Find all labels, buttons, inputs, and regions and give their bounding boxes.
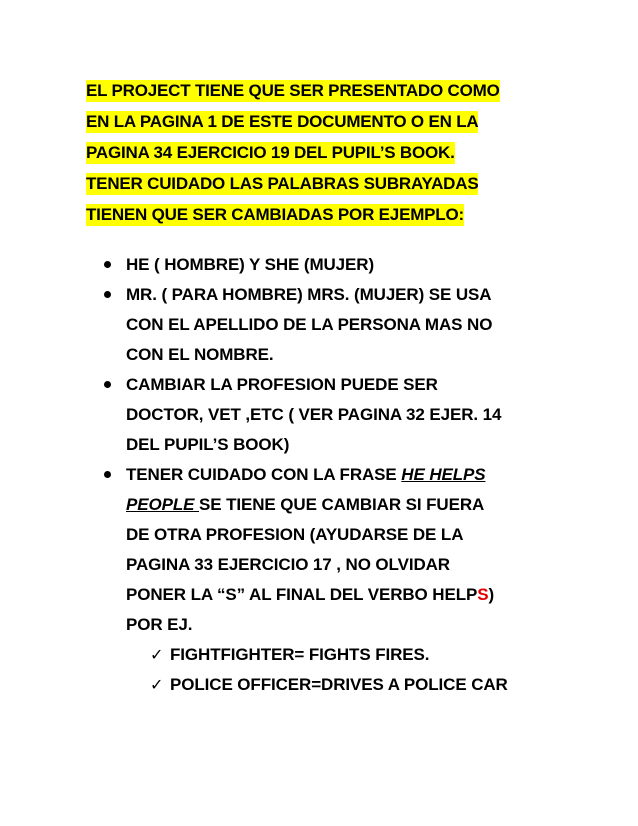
underlined-phrase: PEOPLE [126, 495, 199, 514]
intro-line: EN LA PAGINA 1 DE ESTE DOCUMENTO O EN LA [86, 112, 479, 131]
bullet-text: CON EL APELLIDO DE LA PERSONA MAS NO [126, 315, 493, 334]
checkmark-icon: ✓ [150, 675, 164, 694]
bullet-item-he-helps-people [104, 460, 574, 700]
bullet-text: PONER LA “S” AL FINAL DEL VERBO HELPS) [126, 585, 495, 604]
bullet-text: MR. ( PARA HOMBRE) MRS. (MUJER) SE USA [126, 285, 492, 304]
bullet-text: DEL PUPIL’S BOOK) [126, 435, 290, 454]
bullet-text: DOCTOR, VET ,ETC ( VER PAGINA 32 EJER. 14 [126, 405, 502, 424]
bullet-item-mr-mrs [104, 280, 574, 370]
bullet-text: DE OTRA PROFESION (AYUDARSE DE LA [126, 525, 464, 544]
bullet-dot-icon [104, 261, 111, 268]
example-item: ✓ FIGHTFIGHTER= FIGHTS FIRES. [148, 640, 574, 670]
underlined-phrase: HE HELPS [401, 465, 486, 484]
example-list [126, 640, 574, 700]
bullet-text: PEOPLE SE TIENE QUE CAMBIAR SI FUERA [126, 495, 485, 514]
bullet-list [104, 250, 574, 700]
red-letter-s: S [477, 585, 489, 604]
bullet-dot-icon [104, 381, 111, 388]
bullet-text: POR EJ. [126, 615, 193, 634]
bullet-text: PAGINA 33 EJERCICIO 17 , NO OLVIDAR [126, 555, 450, 574]
highlighted-instructions [86, 75, 566, 230]
bullet-text: CON EL NOMBRE. [126, 345, 274, 364]
intro-line: TIENEN QUE SER CAMBIADAS POR EJEMPLO: [86, 205, 464, 224]
intro-line: TENER CUIDADO LAS PALABRAS SUBRAYADAS [86, 174, 479, 193]
intro-line: PAGINA 34 EJERCICIO 19 DEL PUPIL’S BOOK. [86, 143, 455, 162]
bullet-item-he-she [104, 250, 574, 280]
intro-line: EL PROJECT TIENE QUE SER PRESENTADO COMO [86, 81, 500, 100]
bullet-text: TENER CUIDADO CON LA FRASE HE HELPS [126, 465, 486, 484]
example-item: ✓ POLICE OFFICER=DRIVES A POLICE CAR [148, 670, 574, 700]
bullet-item-profession [104, 370, 574, 460]
checkmark-icon: ✓ [150, 645, 164, 664]
bullet-text: CAMBIAR LA PROFESION PUEDE SER [126, 375, 438, 394]
bullet-dot-icon [104, 471, 111, 478]
bullet-dot-icon [104, 291, 111, 298]
bullet-text: HE ( HOMBRE) Y SHE (MUJER) [126, 255, 375, 274]
